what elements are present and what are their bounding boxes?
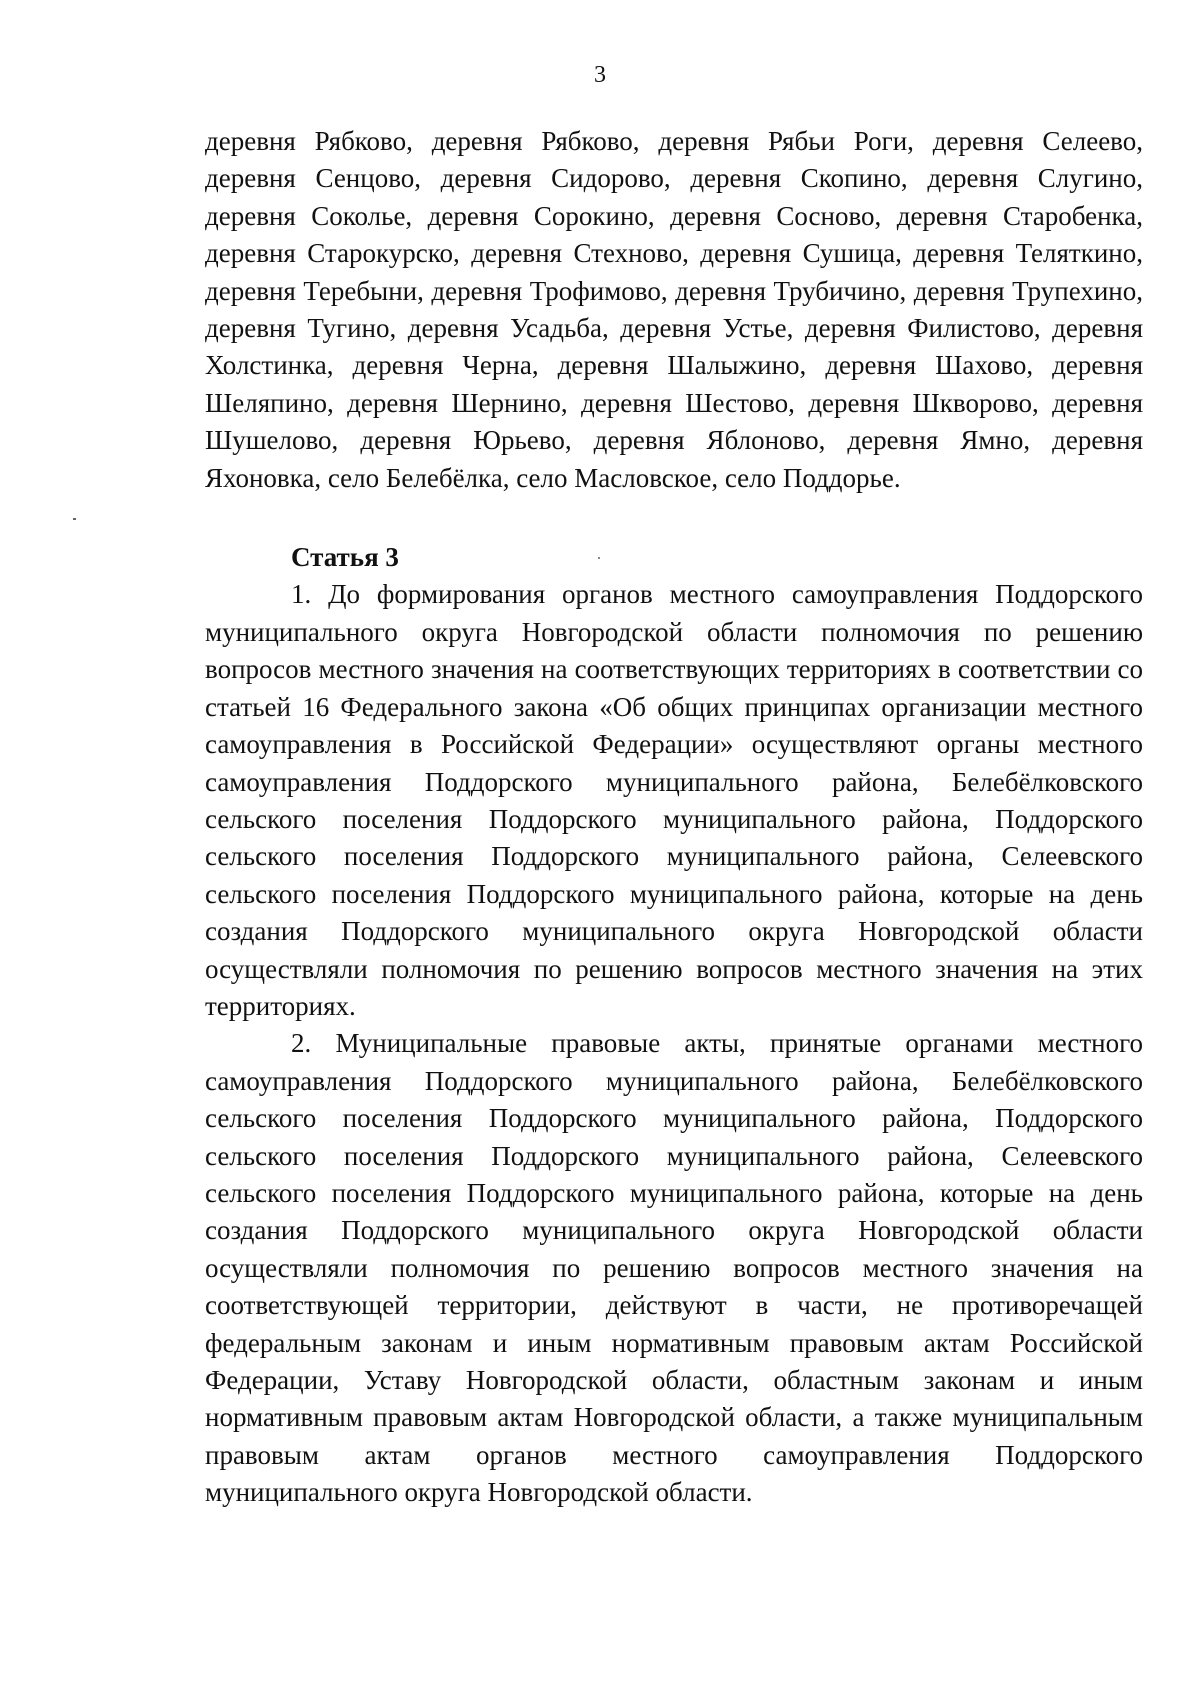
article-paragraph-2: 2. Муниципальные правовые акты, принятые органами местного самоуправления Поддорского муниципального района, Белебёлковского сельского поселения Поддорского муниципального района, Поддорского сельского поселения Поддорского муниципального района, Селеевского сельского поселения Поддорского муниципального района, которые на день создания Поддорского муниципального округа Новгородской области осуществляли полномочия по решению вопросов местного значения на соответствующей территории, действуют в части, не противоречащей федеральным законам и иным нормативным правовым актам Российской Федерации, Уставу Новгородской области, областным законам и иным нормативным правовым актам Новгородской области, а также муниципальным правовым актам органов местного самоуправления Поддорского муниципального округа Новгородской области. <box>205 1028 1143 1508</box>
article-title: Статья 3 <box>291 542 399 573</box>
document-body <box>205 123 1143 1512</box>
page-number: 3 <box>594 62 606 88</box>
article-paragraph-1: 1. До формирования органов местного самоуправления Поддорского муниципального округа Новгородской области полномочия по решению вопросов местного значения на соответствующих территориях в соответствии со статьей 16 Федерального закона «Об общих принципах организации местного самоуправления в Российской Федерации» осуществляют органы местного самоуправления Поддорского муниципального района, Белебёлковского сельского поселения Поддорского муниципального района, Поддорского сельского поселения Поддорского муниципального района, Селеевского сельского поселения Поддорского муниципального района, которые на день создания Поддорского муниципального округа Новгородской области осуществляли полномочия по решению вопросов местного значения на этих территориях. <box>205 579 1143 1021</box>
scan-speck <box>73 518 76 520</box>
villages-paragraph: деревня Рябково, деревня Рябково, деревня Рябьи Роги, деревня Селеево, деревня Сенцово, деревня Сидорово, деревня Скопино, деревня Слугино, деревня Соколье, деревня Сорокино, деревня Сосново, деревня Старобенка, деревня Старокурско, деревня Стехново, деревня Сушица, деревня Теляткино, деревня Теребыни, деревня Трофимово, деревня Трубичино, деревня Трупехино, деревня Тугино, деревня Усадьба, деревня Устье, деревня Филистово, деревня Холстинка, деревня Черна, деревня Шалыжино, деревня Шахово, деревня Шеляпино, деревня Шернино, деревня Шестово, деревня Шкворово, деревня Шушелово, деревня Юрьево, деревня Яблоново, деревня Ямно, деревня Яхоновка, село Белебёлка, село Масловское, село Поддорье. <box>205 126 1143 493</box>
